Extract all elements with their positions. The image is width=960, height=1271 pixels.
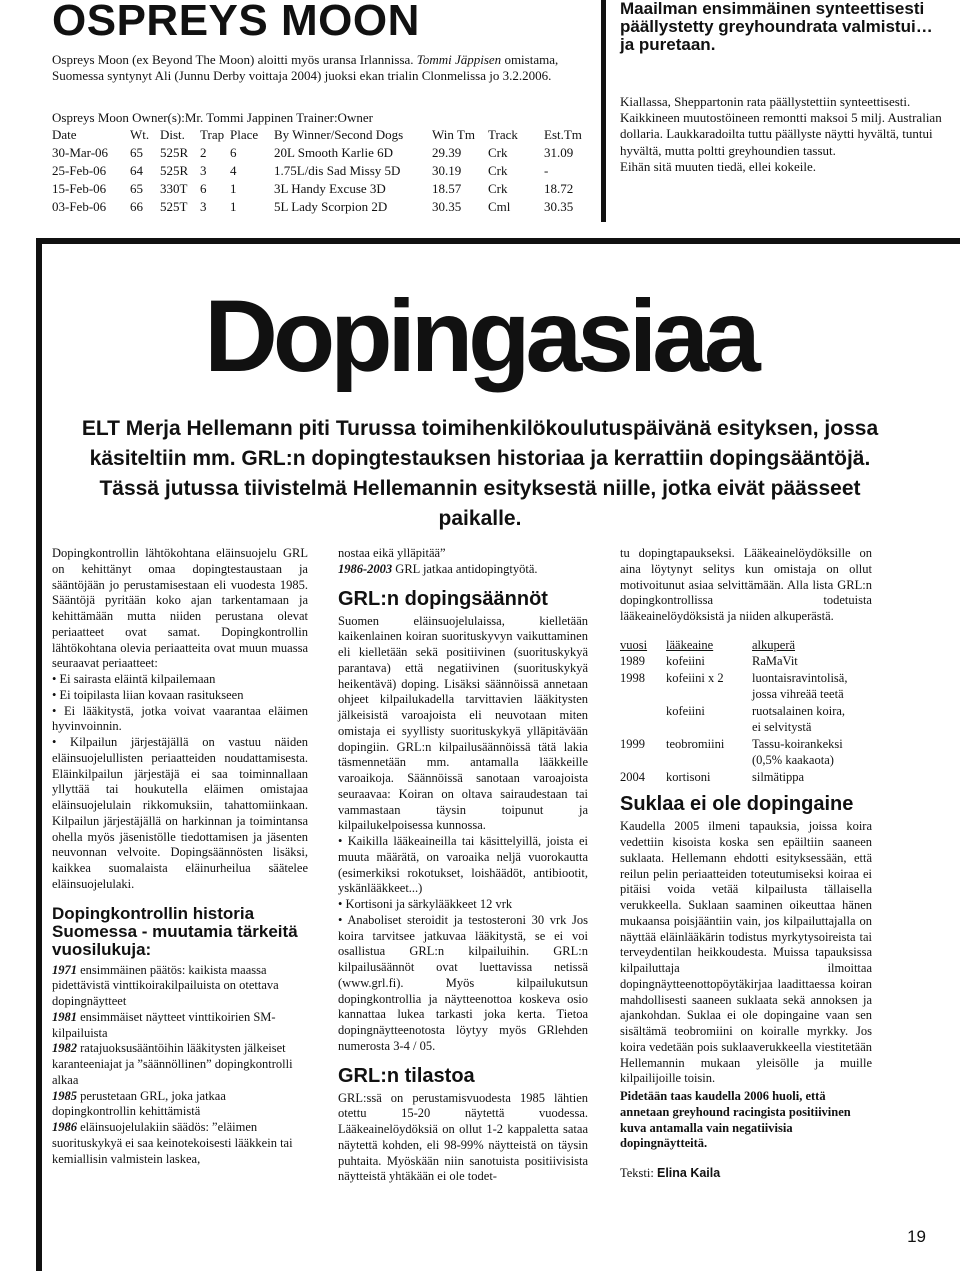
- table-cell: 20L Smooth Karlie 6D: [274, 145, 394, 160]
- timeline-year: 1986: [52, 1120, 77, 1134]
- quote-continuation: nostaa eikä ylläpitää”: [338, 546, 446, 560]
- table-header-cell: Est.Tm: [544, 127, 582, 142]
- table-cell: silmätippa: [752, 769, 805, 784]
- table-row: [52, 198, 584, 216]
- chocolate-heading: Suklaa ei ole dopingaine: [620, 793, 854, 816]
- table-cell: [620, 719, 666, 736]
- table-cell: 330T: [160, 181, 188, 196]
- body-paragraph: Dopingkontrollin lähtökohtana eläinsuojelu GRL on kehittänyt omaa dopingtestaustaan ja sääntöjään jo perustamisestaan eli vuodesta 1985. Sääntöjä pyritään koko ajan tarkentamaan ja kehittämään mutta niiden perustana olevat periaatteet ovat samat. Dopingkontrollin lähtökohtana olevia periaatteita ovat muun muassa seuraavat periaatteet:: [52, 546, 308, 671]
- owner-trainer-line: Ospreys Moon Owner(s):Mr. Tommi Jappinen Trainer:Owner: [52, 110, 373, 125]
- sidebar-body: [620, 94, 950, 175]
- table-cell: 2: [200, 145, 207, 160]
- timeline-item: [52, 963, 308, 1010]
- table-header-row: [52, 126, 584, 144]
- table-header-cell: Trap: [200, 127, 225, 142]
- table-cell: 525R: [160, 145, 189, 160]
- table-cell: 4: [230, 163, 237, 178]
- table-cell: 6: [230, 145, 237, 160]
- table-cell: luontaisravintolisä,: [752, 670, 848, 685]
- sidebar-headline: Maailman ensimmäinen synteettisesti päällystetty greyhoundrata valmistui… ja puretaan.: [620, 0, 933, 54]
- table-cell: ruotsalainen koira,: [752, 703, 846, 718]
- table-cell: 5L Lady Scorpion 2D: [274, 199, 388, 214]
- history-heading: Dopingkontrollin historia Suomessa - muutamia tärkeitä vuosilukuja:: [52, 903, 298, 959]
- table-cell: 29.39: [432, 145, 462, 160]
- timeline-item: [52, 1010, 308, 1042]
- table-cell: [620, 752, 666, 769]
- timeline-list: [52, 963, 308, 1168]
- table-cell: RaMaVit: [752, 654, 798, 669]
- table-cell: 30.35: [432, 199, 462, 214]
- timeline-text: ensimmäiset näytteet vinttikoirien SM-kilpailuista: [52, 1009, 276, 1040]
- column-1: [52, 546, 308, 1167]
- timeline-item: [52, 1089, 308, 1121]
- table-cell: [666, 752, 752, 769]
- table-header-cell: vuosi: [620, 637, 648, 652]
- race-results-table: [52, 126, 584, 216]
- timeline-text: eläinsuojelulakiin säädös: ”eläimen suorituskykyä ei saa keinotekoisesti lääkkein tai kemiallisin valmistein laskea,: [52, 1120, 293, 1166]
- timeline-text: ratajuoksusääntöihin lääkitysten jälkeiset karanteeniajat ja ”säännöllinen” dopingkontrolli alkaa: [52, 1041, 293, 1087]
- table-row: [620, 703, 872, 720]
- table-cell: Crk: [488, 145, 508, 160]
- table-header-cell: Track: [488, 127, 518, 142]
- table-cell: kofeiini: [666, 654, 705, 669]
- table-row: [620, 752, 872, 769]
- table-header-cell: Win Tm: [432, 127, 475, 142]
- table-header-cell: Wt.: [130, 127, 150, 142]
- table-cell: 1: [230, 181, 237, 196]
- table-header-cell: alkuperä: [752, 637, 796, 652]
- findings-table: [620, 637, 872, 786]
- table-cell: 3: [200, 163, 207, 178]
- table-header-row: [620, 637, 872, 654]
- page-number: 19: [907, 1227, 926, 1246]
- table-cell: kofeiini: [666, 703, 705, 718]
- table-cell: 1: [230, 199, 237, 214]
- body-paragraph: Kaudella 2005 ilmeni tapauksia, joissa koira vedettiin kisoista koska sen epäiltiin saaneen suklaata. Hellemann ehdotti esityksessään, että reilun pelin periaatteiden toteutumiseksi koiraa ei pitäisi voida vetää kilpailusta tällaisella verukkeella. Suklaan saaminen oikeuttaa hänen mukaansa poisjääntiin vain, jos kilpailuttajalla on näyttää eläinlääkärin todistus myrkytysoireista tai terveydentilan heikkoudesta. Muissa tapauksissa kilpailuttaja ilmoittaa dopingnäytteenottopöytäkirjaa laadittaessa koiran mahdollisesti saaneen suklaata sekä annoksen ja ajankohdan. Suklaa ei ole dopingaine vaan sen sisältämä teobromiini on koiralle myrkky. Jos koira vedetään pois suklaaverukkeella viestitetään Hellemannin mukaan yleisölle ja muille kilpailijoille toisin.: [620, 819, 872, 1086]
- table-cell: Tassu-koirankeksi: [752, 736, 843, 751]
- timeline-text: GRL jatkaa antidopingtyötä.: [392, 561, 538, 576]
- table-cell: 66: [130, 199, 143, 214]
- bullet-item: • Ei toipilasta liian kovaan rasitukseen: [52, 687, 244, 702]
- table-cell: [620, 686, 666, 703]
- timeline-year: 1986-2003: [338, 561, 393, 576]
- column-2: [338, 546, 588, 1185]
- article-intro: [52, 52, 580, 84]
- author-label: Teksti:: [620, 1166, 657, 1180]
- table-cell: 15-Feb-06: [52, 181, 107, 196]
- table-body: [52, 144, 584, 216]
- bullet-item: • Ei sairasta eläintä kilpailemaan: [52, 672, 216, 686]
- table-row: [52, 144, 584, 162]
- body-paragraph: Suomen eläinsuojelulaissa, kielletään kaikenlainen koiran suorituskyvyn vaikuttaminen eli kielletään sekä positiivinen (suorituskykyä parantava) että negatiivinen (suorituskykyä heikentävä) doping. Lisäksi säännöissä annetaan ohjeet kilpailukadella tarvittavien lääkitysten jälkeisistä varoajoista eli neuvotaan miten omistaja ei syyllisty suorituskykyä ylläpitävään dopingiin. GRL:n kilpailusäännöissä tätä lakia täsmennetään mm. antamalla lääkkeille varoaikoja. Säännöissä sanotaan varoajoista seuraavaa: Koiran on oltava sairaudestaan tai vammastaan täysin toipunut ja kilpailukelpoisessa kunnossa.: [338, 613, 588, 833]
- author-credit: [620, 1166, 872, 1182]
- table-row: [620, 736, 872, 753]
- table-cell: [666, 719, 752, 736]
- table-cell: [620, 703, 666, 720]
- table-row: [52, 180, 584, 198]
- table-cell: 1999: [620, 736, 645, 751]
- table-body: [620, 653, 872, 785]
- table-cell: 30.35: [544, 199, 574, 214]
- table-cell: 30-Mar-06: [52, 145, 109, 160]
- table-cell: 6: [200, 181, 207, 196]
- sidebar-paragraph: Eihän sitä muuten tiedä, ellei kokeile.: [620, 158, 817, 174]
- table-cell: 2004: [620, 769, 645, 784]
- table-header-cell: Date: [52, 127, 77, 142]
- table-row: [620, 670, 872, 687]
- timeline-year: 1981: [52, 1009, 77, 1024]
- table-header-cell: By Winner/Second Dogs: [274, 127, 404, 142]
- table-cell: Cml: [488, 199, 511, 214]
- timeline-year: 1971: [52, 962, 77, 977]
- table-cell: 525R: [160, 163, 189, 178]
- table-cell: 18.57: [432, 181, 462, 196]
- table-row: [52, 162, 584, 180]
- intro-text-start: Ospreys Moon (ex Beyond The Moon) aloitti myös uransa Irlannissa.: [52, 52, 417, 67]
- table-row: [620, 653, 872, 670]
- table-cell: [666, 686, 752, 703]
- bullet-item: • Kaikilla lääkeaineilla tai käsittelyillä, joista ei muuta määrätä, on varoaika neljä vuorokautta (esimerkiksi rokotukset, loishäädöt, antibiootit, yskänlääkkeet...): [338, 834, 588, 896]
- table-cell: Crk: [488, 163, 508, 178]
- table-cell: -: [544, 163, 549, 178]
- table-cell: 65: [130, 145, 143, 160]
- table-cell: 1.75L/dis Sad Missy 5D: [274, 163, 401, 178]
- bullet-item: • Kortisoni ja särkylääkkeet 12 vrk: [338, 897, 513, 911]
- body-paragraph: GRL:ssä on perustamisvuodesta 1985 lähtien otettu 15-20 näytettä vuodessa. Lääkeainelöydöksiä on ollut 1-2 kappaletta sataa näytettä kohden, eli 98-99% näytteistä on täysin puhtaita. Myöskään niin sanotuista positiivisista näytteistä yhtäkään ei ole todet-: [338, 1090, 588, 1184]
- statistics-heading: GRL:n tilastoa: [338, 1064, 475, 1087]
- table-row: [620, 769, 872, 786]
- table-header-cell: lääkeaine: [666, 637, 714, 652]
- timeline-item: [52, 1041, 308, 1088]
- timeline-year: 1982: [52, 1041, 77, 1056]
- table-cell: jossa vihreää teetä: [752, 687, 844, 702]
- table-cell: 1989: [620, 654, 645, 669]
- table-cell: 3L Handy Excuse 3D: [274, 181, 386, 196]
- table-cell: kofeiini x 2: [666, 670, 724, 685]
- body-paragraph: tu dopingtapaukseksi. Lääkeainelöydöksille on aina löytynyt selitys kun omistaja on ollut motivoitunut asiaa selvittämään. Alla lista GRL:n dopingkontrollissa todetuista lääkeainelöydöksistä ja niiden alkuperästä.: [620, 546, 872, 623]
- author-name: Elina Kaila: [656, 1166, 721, 1180]
- table-header-cell: Dist.: [160, 127, 185, 142]
- table-cell: ei selvitystä: [752, 720, 812, 735]
- table-cell: (0,5% kaakaota): [752, 753, 834, 768]
- table-row: [620, 686, 872, 703]
- table-cell: 1998: [620, 670, 645, 685]
- rules-heading: GRL:n dopingsäännöt: [338, 587, 548, 610]
- timeline-item: [52, 1120, 308, 1167]
- column-3: [620, 546, 872, 1182]
- owner-name: Tommi Jäppisen: [416, 52, 502, 67]
- article-title: OSPREYS MOON: [52, 0, 420, 45]
- timeline-text: ensimmäinen päätös: kaikista maassa pidettävistä vinttikoirakilpailuista on otettava dopingnäytteet: [52, 962, 279, 1008]
- lead-paragraph: ELT Merja Hellemann piti Turussa toimihenkilökoulutuspäivänä esityksen, jossa käsiteltiin mm. GRL:n dopingtestauksen historiaa ja kerrattiin dopingsääntöjä. Tässä jutussa tiivistelmä Hellemannin esityksestä niille, jotka eivät päässeet paikalle.: [81, 417, 879, 530]
- table-cell: teobromiini: [666, 736, 725, 751]
- bullet-item: • Ei lääkitystä, jotka voivat vaarantaa eläimen hyvinvoinnin.: [52, 703, 308, 734]
- table-cell: 64: [130, 163, 143, 178]
- table-cell: 18.72: [544, 181, 574, 196]
- table-row: [620, 719, 872, 736]
- table-cell: 03-Feb-06: [52, 199, 107, 214]
- table-header-cell: Place: [230, 127, 259, 142]
- bullet-item: • Kilpailun järjestäjällä on vastuu näiden eläinsuojelullisten periaatteiden noudattamisesta. Eläinkilpailun järjestäjä ei saa toiminnallaan yllyttää tai houkutella eläimen omistajaa eläinsuojelulain rikkomuksiin, tahattomiinkaan. Kilpailun järjestäjällä on harkinnan ja toimintansa ohella myös jäsenistölle tiedottamisen ja jäsenten neuvonnan velvoite. Dopingsäännösten lisäksi, kaikkea suomalaista eläinurheilua säätelee eläinsuojelulaki.: [52, 735, 308, 891]
- timeline-text: perustetaan GRL, joka jatkaa dopingkontrollin kehittämistä: [52, 1088, 226, 1119]
- table-cell: 525T: [160, 199, 188, 214]
- table-cell: 3: [200, 199, 207, 214]
- table-cell: 31.09: [544, 145, 574, 160]
- vertical-divider: [601, 0, 606, 222]
- timeline-year: 1985: [52, 1088, 77, 1103]
- table-cell: Crk: [488, 181, 508, 196]
- bullet-item: • Anaboliset steroidit ja testosteroni 30 vrk Jos koira tarvitsee jatkuvaa lääkitystä, se ei voi osallistua GRL:n kilpailuihin. GRL:n kilpailusäännöt ovat luettavissa netissä (www.grl.fi). Myös kilpailukutsun dopingkontrollia ja näytteenottoa koskeva osio kannattaa lukea tarkasti joka kerta. Tietoa dopingnäytteenotosta löytyy myös GRlehden numerosta 3-4 / 05.: [338, 912, 588, 1053]
- table-cell: kortisoni: [666, 769, 711, 784]
- timeline-item: [338, 562, 588, 578]
- main-headline: Dopingasiaa: [204, 279, 756, 393]
- intro-text-end: omistama, Suomessa syntynyt Ali (Junnu Derby voittaja 2004) juoksi ekan trialin Clonmelissa jo 3.2.2006.: [52, 52, 559, 84]
- table-cell: 25-Feb-06: [52, 163, 107, 178]
- closing-statement: Pidetään taas kaudella 2006 huoli, että annetaan greyhound racingista positiivinen kuva antamalla vain negatiivisia dopingnäytteitä.: [620, 1089, 851, 1151]
- sidebar-paragraph: Kiallassa, Sheppartonin rata päällystettiin synteettisesti. Kaikkineen muutostöineen remontti maksoi 5 milj. Australian dollaria. Laukkaradoilta tuttu päällyste näytti hyvältä, tuntui hyvältä, mutta poltti greyhoundien tassut.: [620, 94, 942, 158]
- table-cell: 65: [130, 181, 143, 196]
- table-cell: 30.19: [432, 163, 462, 178]
